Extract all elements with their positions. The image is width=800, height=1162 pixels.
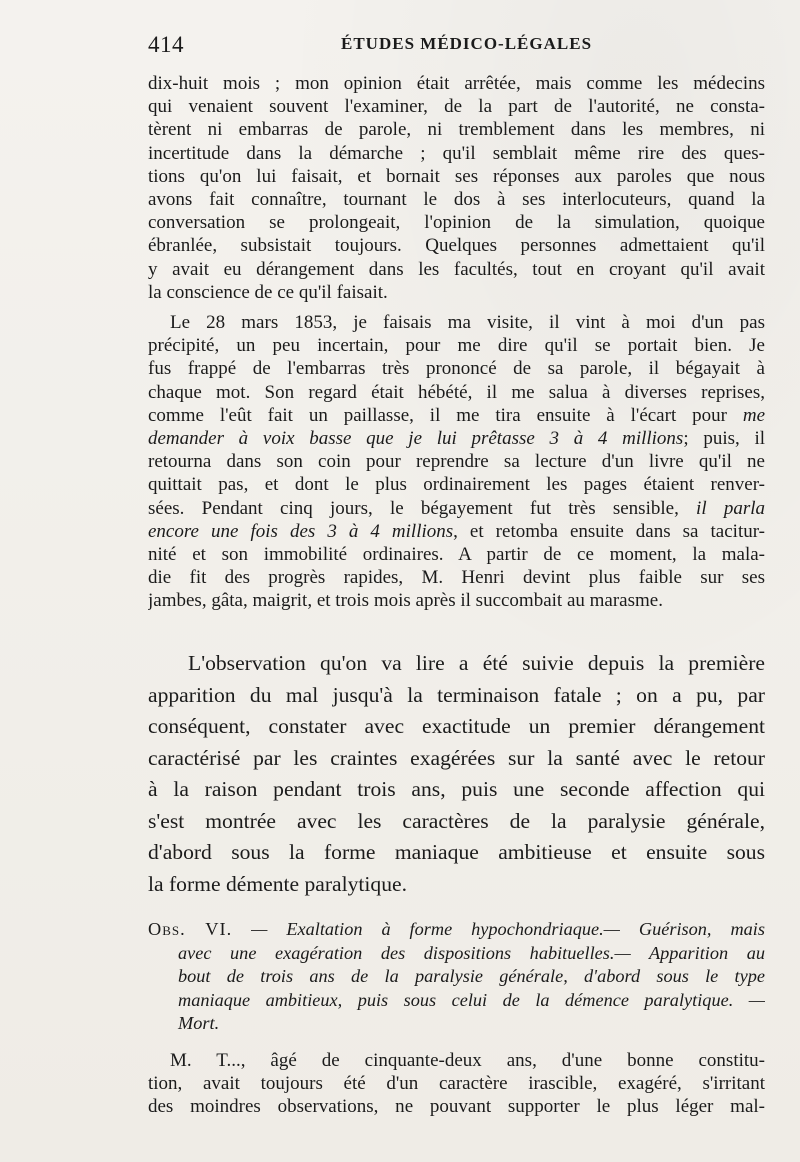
italic-segment: me [742, 404, 765, 426]
text-line: avons fait connaître, tournant le dos à ses interlocuteurs, quand la [148, 189, 765, 211]
text-segment: ; puis, il [683, 428, 765, 450]
observation-heading [148, 918, 765, 1036]
text-line: conséquent, constater avec exactitude un premier dérangement [148, 714, 765, 738]
text-line: fus frappé de l'embarras très prononcé de sa parole, il bégayait à [148, 358, 765, 380]
text-line: tèrent ni embarras de parole, ni tremblement dans les membres, ni [148, 119, 765, 141]
text-segment: comme l'eût fait un paillasse, il me tira ensuite à l'écart pour [148, 404, 743, 426]
text-line: nité et son immobilité ordinaires. A partir de ce moment, la mala- [148, 544, 765, 566]
paragraph-case-account [148, 311, 765, 613]
italic-segment: encore une fois des 3 à 4 millions [148, 520, 454, 542]
text-line: caractérisé par les craintes exagérées sur la santé avec le retour [148, 745, 765, 770]
text-line: Mort. [178, 1013, 220, 1034]
text-line [148, 497, 765, 520]
text-line: apparition du mal jusqu'à la terminaison fatale ; on a pu, par [148, 682, 765, 707]
text-line: s'est montrée avec les caractères de la paralysie générale, [148, 808, 765, 833]
text-line: maniaque ambitieux, puis sous celui de la démence paralytique. — [178, 989, 765, 1010]
text-line: die fit des progrès rapides, M. Henri devint plus faible sur ses [148, 567, 765, 589]
observation-label: Obs. VI. [148, 919, 233, 939]
text-line: retourna dans son coin pour reprendre sa lecture d'un livre qu'il ne [148, 451, 765, 473]
text-line [148, 520, 765, 543]
text-line: L'observation qu'on va lire a été suivie depuis la première [188, 651, 765, 675]
text-line: chaque mot. Son regard était hébété, il me salua à diverses reprises, [148, 381, 765, 403]
text-line: des moindres observations, ne pouvant supporter le plus léger mal- [148, 1096, 765, 1118]
page-header [148, 30, 748, 60]
paragraph-continuation [148, 72, 765, 304]
text-line [148, 918, 765, 942]
text-line: d'abord sous la forme maniaque ambitieuse et ensuite sous [148, 840, 765, 864]
paragraph-introduction [148, 648, 765, 900]
italic-segment: demander à voix basse que je lui prêtasse 3 à 4 millions [148, 428, 684, 450]
text-line: avec une exagération des dispositions habituelles.— Apparition au [178, 942, 765, 963]
text-line: y avait eu dérangement dans les facultés, tout en croyant qu'il avait [148, 258, 765, 280]
text-line: quittait pas, et dont le plus ordinairement les pages étaient renver- [148, 474, 765, 496]
text-line: la conscience de ce qu'il faisait. [148, 281, 388, 303]
text-line: tion, avait toujours été d'un caractère irascible, exagéré, s'irritant [148, 1073, 765, 1095]
text-segment: sées. Pendant cinq jours, le bégayement fut très sensible, [148, 497, 697, 519]
text-line: conversation se prolongeait, l'opinion de la simulation, quoique [148, 212, 765, 234]
text-line: précipité, un peu incertain, pour me dire qu'il se portait bien. Je [148, 335, 765, 357]
italic-segment: — Exaltation à forme hypochondriaque.— Guérison, mais [232, 919, 765, 939]
text-line: bout de trois ans de la paralysie générale, d'abord sous le type [178, 966, 765, 987]
text-line: incertitude dans la démarche ; qu'il semblait même rire des ques- [148, 142, 765, 164]
page-number: 414 [148, 32, 184, 57]
text-line: qui venaient souvent l'examiner, de la part de l'autorité, ne consta- [148, 96, 765, 118]
text-line: jambes, gâta, maigrit, et trois mois après il succombait au marasme. [148, 590, 663, 612]
text-line: à la raison pendant trois ans, puis une seconde affection qui [148, 777, 765, 801]
paragraph-case-start [148, 1049, 765, 1119]
text-line [148, 427, 765, 450]
running-title: ÉTUDES MÉDICO-LÉGALES [341, 34, 593, 53]
text-line: tions qu'on lui faisait, et bornait ses réponses aux paroles que nous [148, 165, 765, 187]
text-line: dix-huit mois ; mon opinion était arrêtée, mais comme les médecins [148, 73, 765, 94]
text-line: la forme démente paralytique. [148, 871, 408, 896]
text-segment: , et retomba ensuite dans sa tacitur- [453, 520, 765, 542]
text-line: Le 28 mars 1853, je faisais ma visite, il vint à moi d'un pas [170, 312, 765, 333]
text-line: ébranlée, subsistait toujours. Quelques personnes admettaient qu'il [148, 235, 765, 257]
italic-segment: il parla [696, 497, 765, 519]
text-line: M. T..., âgé de cinquante-deux ans, d'une bonne constitu- [170, 1050, 765, 1071]
text-line [148, 404, 765, 427]
